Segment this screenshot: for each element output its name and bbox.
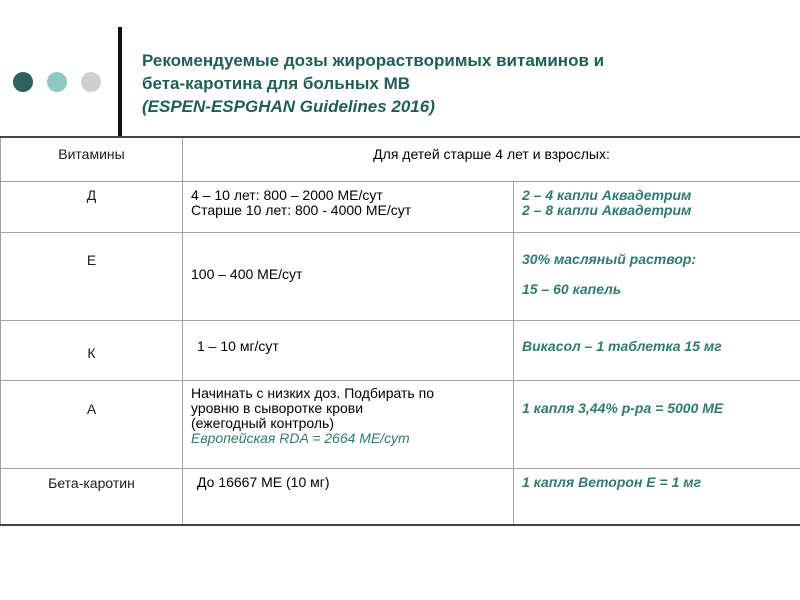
vitamin-cell — [1, 320, 183, 380]
drug-line: Викасол – 1 таблетка 15 мг — [522, 337, 722, 354]
decorative-dots — [13, 72, 105, 94]
table-row — [1, 380, 800, 468]
vitamin-name: К — [87, 344, 96, 361]
vitamin-name: Е — [86, 251, 97, 268]
dot-mid — [47, 72, 67, 92]
table-row — [1, 320, 800, 380]
dot-dark — [13, 72, 33, 92]
table-header-row — [1, 137, 800, 181]
drug-line: 15 – 60 капель — [522, 280, 622, 297]
vitamin-cell — [1, 181, 183, 232]
title-line-2: бета-каротина для больных МВ — [142, 74, 411, 93]
dose-line: Старше 10 лет: 800 - 4000 МЕ/сут — [191, 201, 412, 218]
vitamin-name: Бета-каротин — [48, 474, 135, 491]
vitamin-cell — [1, 380, 183, 468]
dot-light — [81, 72, 101, 92]
dose-line: 1 – 10 мг/сут — [197, 337, 279, 354]
drug-cell — [514, 232, 800, 320]
dose-line: 4 – 10 лет: 800 – 2000 МЕ/сут — [191, 186, 383, 203]
table-row — [1, 468, 800, 525]
title-line-3: (ESPEN-ESPGHAN Guidelines 2016) — [142, 97, 435, 116]
drug-cell — [514, 468, 800, 525]
title-line-1: Рекомендуемые дозы жирорастворимых витаминов и — [142, 51, 605, 70]
drug-cell — [514, 320, 800, 380]
title-divider — [118, 27, 122, 138]
drug-line: 1 капля 3,44% р-ра = 5000 МЕ — [522, 399, 724, 416]
dose-line: 100 – 400 МЕ/сут — [191, 265, 303, 282]
dose-line: (ежегодный контроль) — [191, 414, 334, 431]
dose-cell — [183, 181, 514, 232]
dose-cell — [183, 232, 514, 320]
drug-line: 30% масляный раствор: — [522, 250, 697, 267]
dose-line: уровню в сыворотке крови — [191, 399, 364, 416]
dose-cell — [183, 320, 514, 380]
vitamin-dose-table — [0, 136, 800, 526]
drug-cell — [514, 181, 800, 232]
dose-note: Европейская RDA = 2664 МЕ/сут — [191, 429, 410, 446]
drug-cell — [514, 380, 800, 468]
table-row — [1, 232, 800, 320]
vitamin-cell — [1, 232, 183, 320]
vitamin-name: Д — [86, 186, 97, 203]
header-dose-group: Для детей старше 4 лет и взрослых: — [183, 137, 800, 181]
drug-line: 1 капля Веторон Е = 1 мг — [522, 473, 702, 490]
table-row — [1, 181, 800, 232]
drug-line: 2 – 4 капли Аквадетрим — [522, 186, 692, 203]
dose-cell — [183, 380, 514, 468]
slide-title — [142, 49, 782, 118]
dose-cell — [183, 468, 514, 525]
header-vitamins: Витамины — [1, 137, 183, 181]
vitamin-name: А — [86, 400, 97, 417]
drug-line: 2 – 8 капли Аквадетрим — [522, 201, 692, 218]
dose-line: До 16667 МЕ (10 мг) — [197, 473, 330, 490]
dose-line: Начинать с низких доз. Подбирать по — [191, 384, 434, 401]
vitamin-cell — [1, 468, 183, 525]
